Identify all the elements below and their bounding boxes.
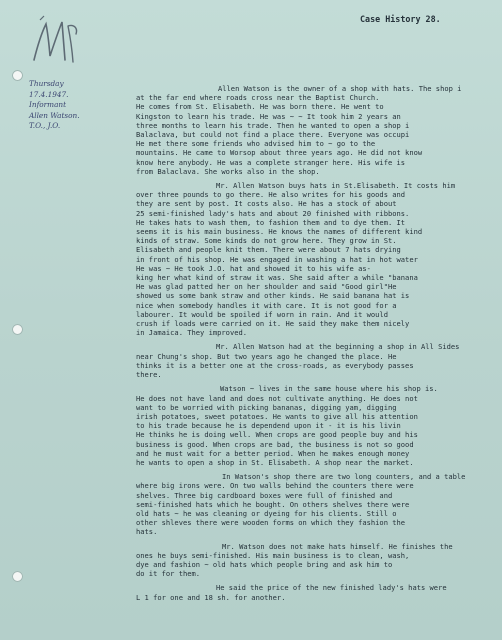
document-text-line: He was ~ He took J.O. hat and showed it to his wife as- <box>136 263 371 273</box>
document-text-line: irish potatoes, sweet potatoes. He wants to give all his attention <box>136 411 418 421</box>
document-text-line: kinds of straw. Some kinds do not grow here. They grow in St. <box>136 236 397 246</box>
case-history-title: Case History 28. <box>360 14 441 24</box>
document-text-line: He said the price of the new finished lady's hats were <box>216 583 447 593</box>
handwritten-initials-mark <box>28 14 86 72</box>
margin-note-line: 17.4.1947. <box>29 89 69 99</box>
punch-hole <box>12 70 23 81</box>
document-text-line: where big irons were. On two walls behind the counters there were <box>136 481 414 491</box>
margin-note-line: T.O., J.O. <box>29 121 61 131</box>
document-text-line: other shleves there were wooden forms on which they fashion the <box>136 518 406 528</box>
document-text-line: Mr. Watson does not make hats himself. He finishes the <box>222 541 453 551</box>
document-text-line: semi-finished hats which he bought. On others shelves there were <box>136 499 410 509</box>
document-text-line: in front of his shop. He was engaged in washing a hat in hot water <box>136 254 418 264</box>
punch-hole <box>12 324 23 335</box>
document-text-line: He met there some friends who advised him to ~ go to the <box>136 139 376 149</box>
document-text-line: dye and fashion ~ old hats which people bring and ask him to <box>136 559 393 569</box>
document-text-line: mountains. He came to Worsop about three years ago. He did not know <box>136 148 423 158</box>
document-body <box>136 84 494 602</box>
document-text-line: labourer. It would be spoiled if worn in rain. And it would <box>136 309 388 319</box>
document-text-line: to his trade because he is dependend upon it - it is his livin <box>136 421 401 431</box>
document-text-line: over three pounds to go there. He also writes for his goods and <box>136 190 406 200</box>
document-text-line: hats. <box>136 527 158 537</box>
document-text-line: Elisabeth and people knit them. There were about 7 hats drying <box>136 245 401 255</box>
document-text-line: know here anybody. He was a complete stranger here. His wife is <box>136 157 406 167</box>
document-text-line: do it for them. <box>136 569 201 579</box>
document-text-line: and he must wait for a better period. When he makes enough money <box>136 448 410 458</box>
document-text-line: He takes hats to wash them, to fashion them and to dye them. It <box>136 217 406 227</box>
document-text-line: ones he buys semi-finished. His main business is to clean, wash, <box>136 550 410 560</box>
document-text-line: nice when somebody handles it with care. It is not good for a <box>136 300 397 310</box>
document-text-line: Watson ~ lives in the same house where his shop is. <box>220 384 438 394</box>
document-text-line: he wants to open a shop in St. Elisabeth. A shop near the market. <box>136 457 414 467</box>
document-text-line: three months to learn his trade. Then he wanted to open a shop i <box>136 120 410 130</box>
document-text-line: they are sent by post. It costs also. He has a stock of about <box>136 199 397 209</box>
document-text-line: want to be worried with picking bananas, digging yam, digging <box>136 402 397 412</box>
document-text-line: business is good. When crops are bad, the business is not so good <box>136 439 414 449</box>
document-text-line: Mr. Allen Watson buys hats in St.Elisabeth. It costs him <box>216 181 456 191</box>
document-text-line: near Chung's shop. But two years ago he changed the place. He <box>136 351 397 361</box>
document-text-line: He was glad patted her on her shoulder and said "Good girl"He <box>136 282 397 292</box>
margin-note-line: Informant <box>29 100 67 110</box>
document-text-line: He does not have land and does not cultivate anything. He does not <box>136 393 418 403</box>
document-text-line: showed us some bank straw and other kinds. He said banana hat is <box>136 291 410 301</box>
margin-note <box>29 79 80 132</box>
document-text-line: old hats ~ he was cleaning or dyeing for his clients. Still o <box>136 508 397 518</box>
document-text-line: Balaclava, but could not find a place there. Everyone was occupi <box>136 130 410 140</box>
document-text-line: seems it is his main business. He knows the names of different kind <box>136 227 423 237</box>
document-text-line: 25 semi-finished lady's hats and about 20 finished with ribbons. <box>136 208 410 218</box>
document-text-line: shelves. Three big cardboard boxes were full of finished and <box>136 490 393 500</box>
document-text-line: there. <box>136 370 162 380</box>
document-text-line: Kingston to learn his trade. He was ~ ~ It took him 2 years an <box>136 111 401 121</box>
document-text-line: In Watson's shop there are two long counters, and a table <box>222 472 466 482</box>
document-text-line: Mr. Allen Watson had at the beginning a shop in All Sides <box>216 342 460 352</box>
document-text-line: king her what kind of straw it was. She said after a while "banana <box>136 273 418 283</box>
document-text-line: thinks it is a better one at the cross-roads, as everybody passes <box>136 360 414 370</box>
punch-hole <box>12 571 23 582</box>
margin-note-line: Allen Watson. <box>29 110 80 120</box>
document-text-line: He comes from St. Elisabeth. He was born there. He went to <box>136 102 384 112</box>
document-text-line: L 1 for one and 18 sh. for another. <box>136 592 286 602</box>
margin-note-line: Thursday <box>29 79 64 88</box>
document-text-line: Allen Watson is the owner of a shop with hats. The shop i <box>218 84 462 93</box>
document-text-line: crush if loads were carried on it. He said they make them nicely <box>136 319 410 329</box>
document-text-line: He thinks he is doing well. When crops are good people buy and his <box>136 430 418 440</box>
document-text-line: from Balaclava. She works also in the shop. <box>136 166 320 176</box>
document-text-line: at the far end where roads cross near the Baptist Church. <box>136 93 380 103</box>
document-text-line: in Jamaica. They improved. <box>136 328 248 338</box>
